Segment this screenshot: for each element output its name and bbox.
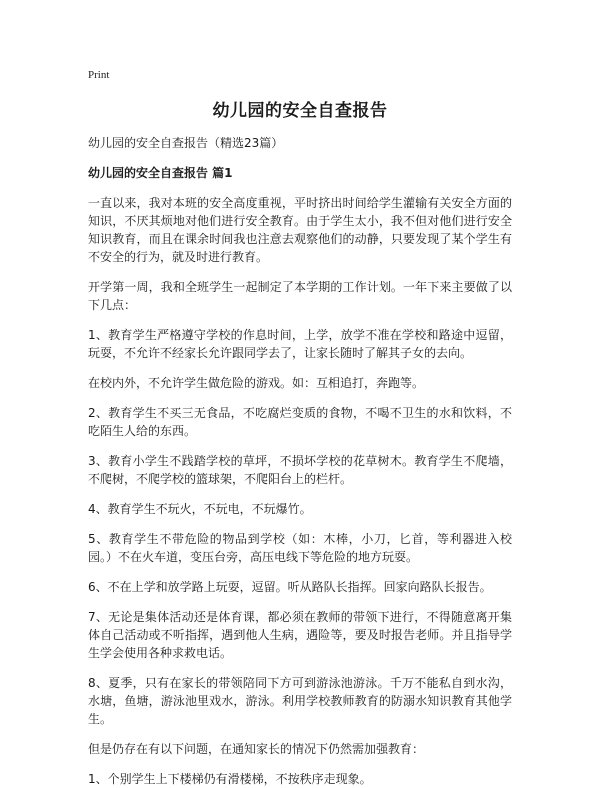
paragraph: 2、教育学生不买三无食品，不吃腐烂变质的食物，不喝不卫生的水和饮料，不吃陌生人给的东西。 xyxy=(88,406,512,438)
paragraph: 1、教育学生严格遵守学校的作息时间，上学，放学不准在学校和路途中逗留，玩耍，不允许不经家长允许跟同学去了，让家长随时了解其子女的去向。 xyxy=(88,328,512,360)
paragraph: 6、不在上学和放学路上玩耍，逗留。听从路队长指挥。回家向路队长报告。 xyxy=(88,580,492,594)
paragraph: 5、教育学生不带危险的物品到学校（如：木棒，小刀，匕首，等利器进入校园。）不在火车道，变压台旁，高压电线下等危险的地方玩耍。 xyxy=(88,532,512,564)
paragraph: 7、无论是集体活动还是体育课，都必须在教师的带领下进行，不得随意离开集体自己活动或不听指挥，遇到他人生病，遇险等，要及时报告老师。并且指导学生学会使用各种求救电话。 xyxy=(88,610,512,660)
document-title: 幼儿园的安全自查报告 xyxy=(212,101,388,121)
print-link[interactable]: Print xyxy=(88,69,110,81)
paragraph: 但是仍存在有以下问题，在通知家长的情况下仍然需加强教育： xyxy=(88,742,425,756)
paragraph: 4、教育学生不玩火，不玩电，不玩爆竹。 xyxy=(88,502,312,516)
paragraph: 3、教育小学生不践踏学校的草坪，不损坏学校的花草树木。教育学生不爬墙，不爬树，不爬学校的篮球架，不爬阳台上的栏杆。 xyxy=(88,454,512,486)
paragraph: 一直以来，我对本班的安全高度重视，平时挤出时间给学生灌输有关安全方面的知识，不厌其烦地对他们进行安全教育。由于学生太小，我不但对他们进行安全知识教育，而且在课余时间我也注意去观察他们的动静，只要发现了某个学生有不安全的行为，就及时进行教育。 xyxy=(88,196,512,264)
paragraph: 开学第一周，我和全班学生一起制定了本学期的工作计划。一年下来主要做了以下几点： xyxy=(88,280,512,312)
section-heading: 幼儿园的安全自查报告 篇1 xyxy=(88,166,233,180)
paragraph: 1、个别学生上下楼梯仍有滑楼梯，不按秩序走现象。 xyxy=(88,772,372,786)
paragraph: 8、夏季，只有在家长的带领陪同下方可到游泳池游泳。千万不能私自到水沟，水塘，鱼塘，游泳池里戏水，游泳。利用学校教师教育的防溺水知识教育其他学生。 xyxy=(88,676,512,726)
paragraph: 在校内外，不允许学生做危险的游戏。如：互相追打，奔跑等。 xyxy=(88,376,425,390)
document-subtitle: 幼儿园的安全自查报告（精选23篇） xyxy=(88,136,284,150)
